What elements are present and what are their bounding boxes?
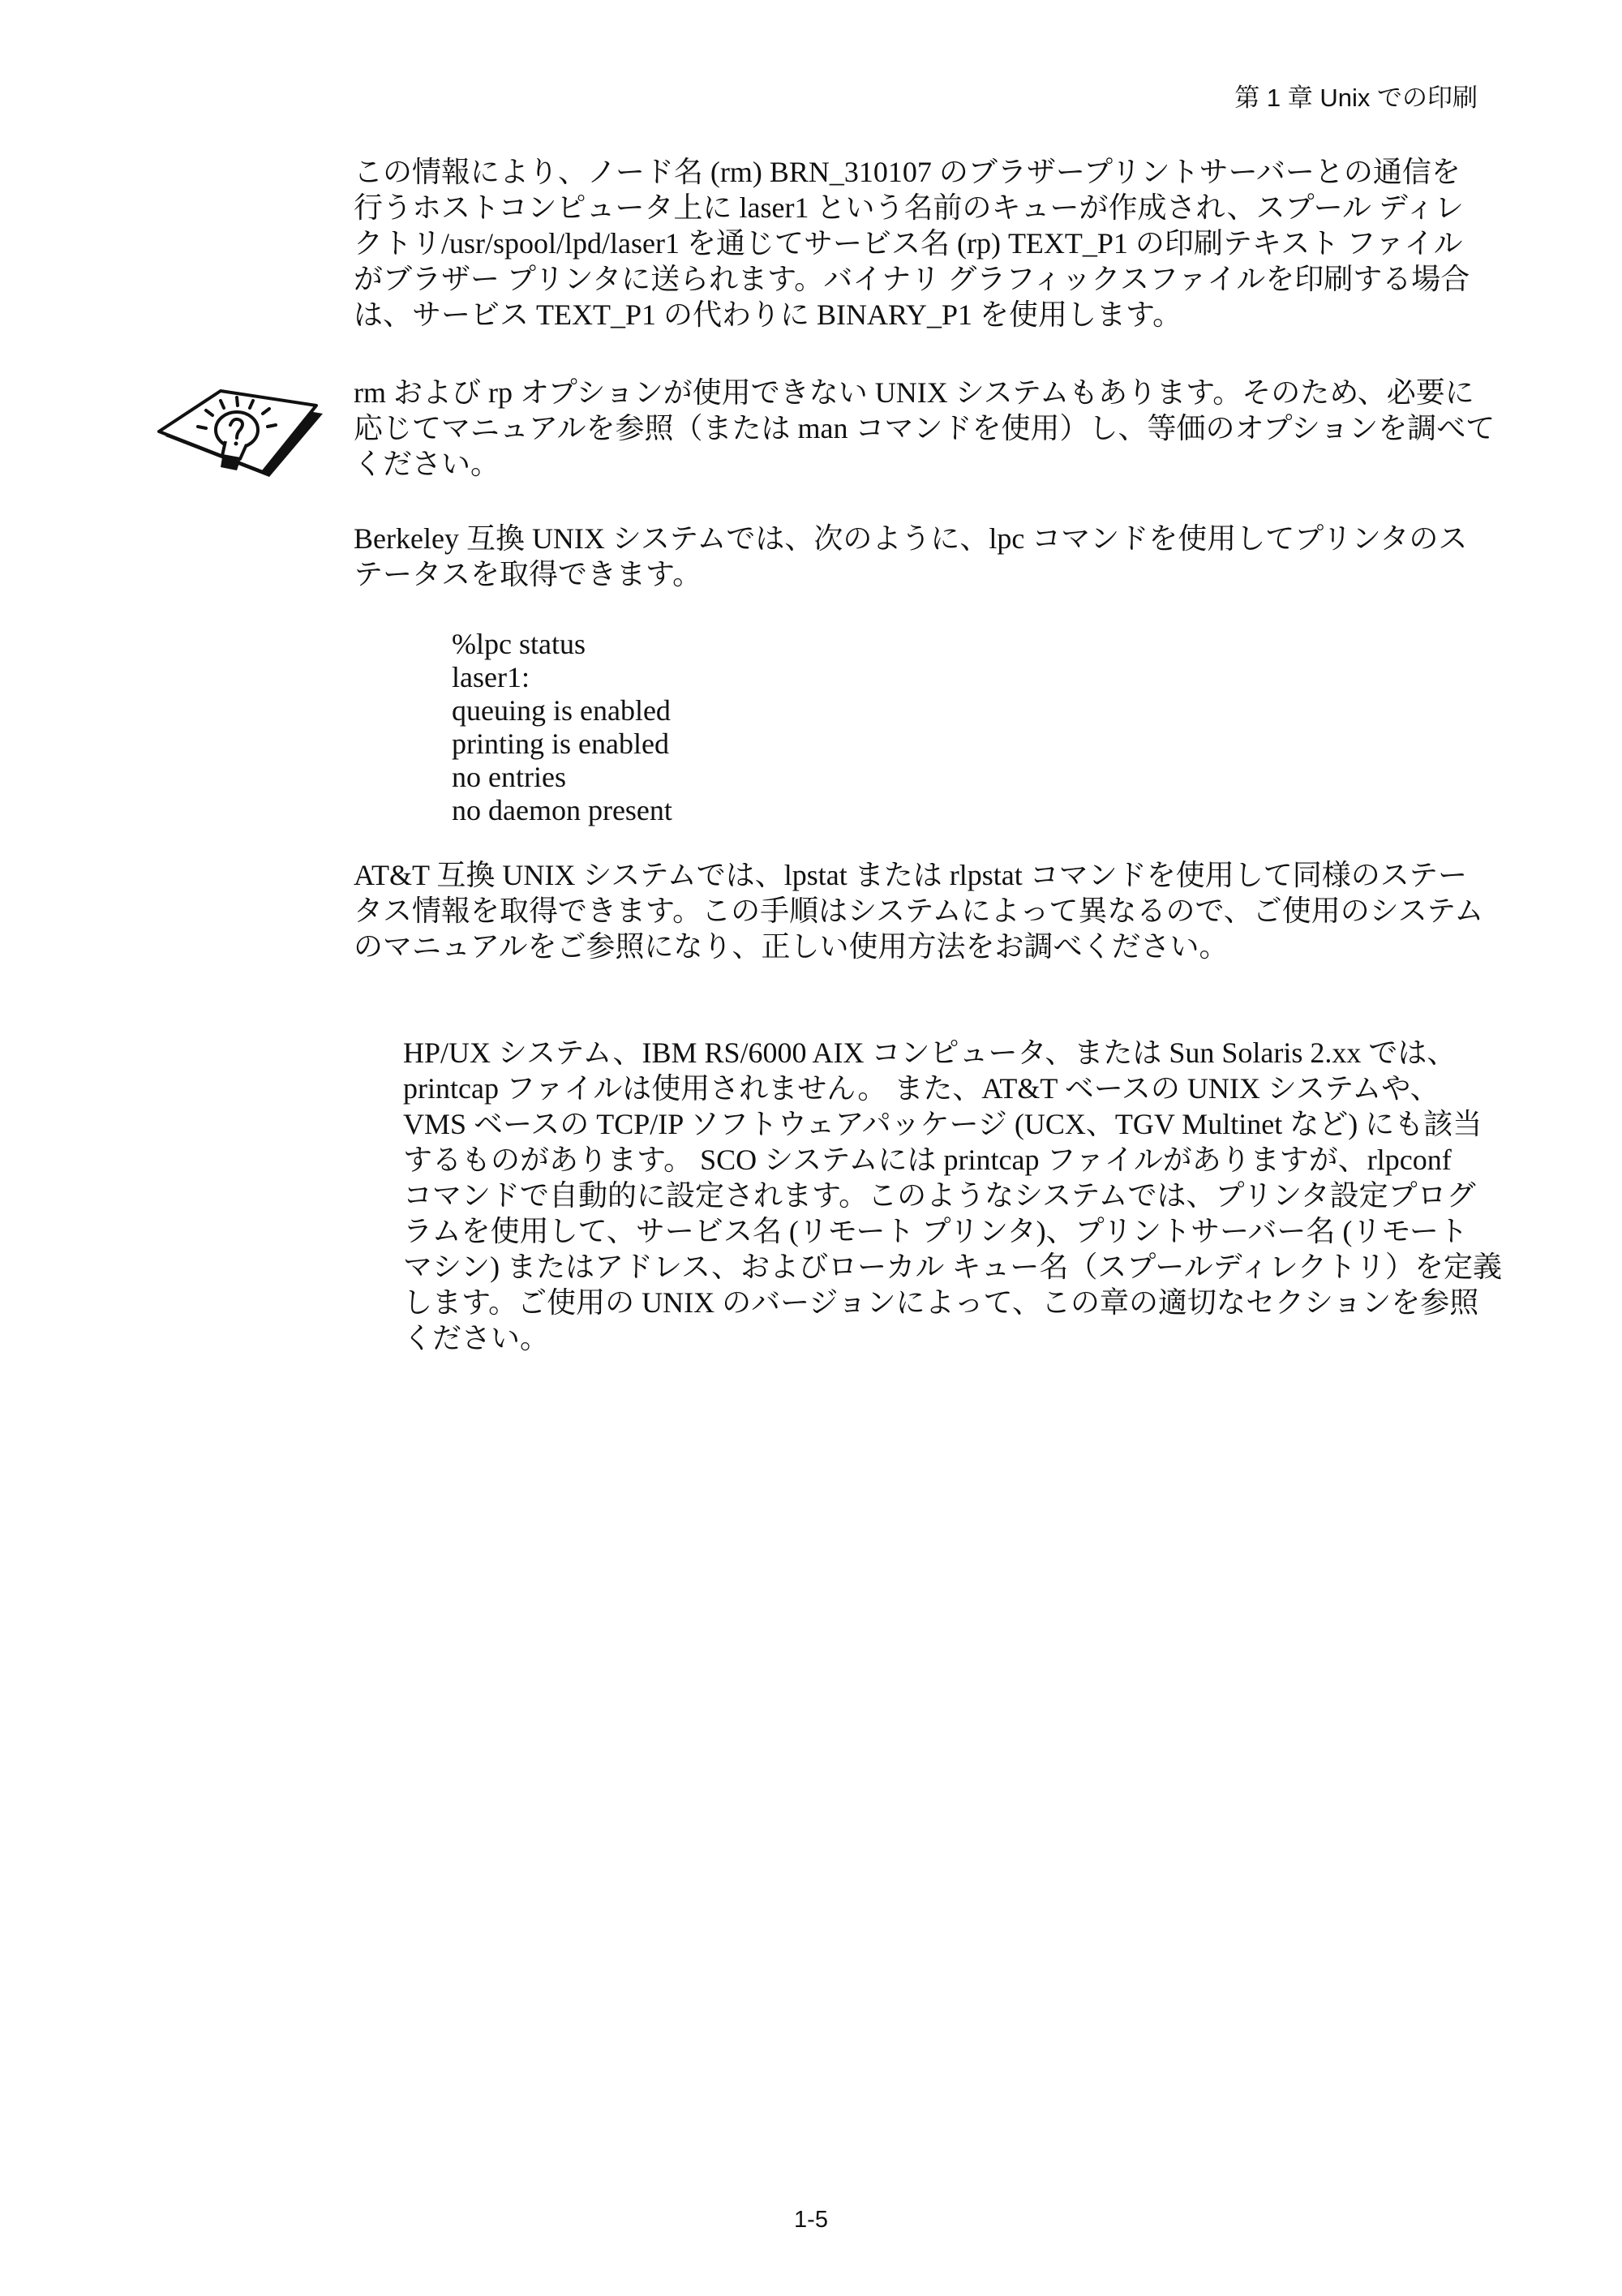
paragraph-tip-note xyxy=(354,375,1495,482)
code-line: %lpc status xyxy=(452,628,586,660)
text-line: します。ご使用の UNIX のバージョンによって、この章の適切なセクションを参照 xyxy=(403,1286,1479,1319)
text-line: HP/UX システム、IBM RS/6000 AIX コンピュータ、または Sun Solaris 2.xx では、 xyxy=(403,1036,1457,1069)
code-line: no daemon present xyxy=(452,794,672,826)
text-line: 応じてマニュアルを参照（または man コマンドを使用）し、等価のオプションを調べて xyxy=(354,412,1495,444)
chapter-header: 第 1 章 Unix での印刷 xyxy=(1234,84,1478,112)
text-line: のマニュアルをご参照になり、正しい使用方法をお調べください。 xyxy=(354,930,1229,963)
paragraph-queue-info xyxy=(354,154,1470,333)
text-line: するものがあります。 SCO システムには printcap ファイルがありますが、rlpconf xyxy=(403,1144,1452,1176)
paragraph-berkeley xyxy=(354,521,1467,592)
text-line: rm および rp オプションが使用できない UNIX システムもあります。そのため、必要に xyxy=(354,376,1474,409)
text-line: この情報により、ノード名 (rm) BRN_310107 のブラザープリントサーバーとの通信を xyxy=(354,156,1461,188)
lightbulb-tip-icon xyxy=(156,388,330,505)
text-line: テータスを取得できます。 xyxy=(354,558,702,590)
text-line: ラムを使用して、サービス名 (リモート プリンタ)、プリントサーバー名 (リモート xyxy=(403,1215,1468,1247)
text-line: タス情報を取得できます。この手順はシステムによって異なるので、ご使用のシステム xyxy=(354,895,1484,927)
lpc-status-output xyxy=(452,628,672,827)
page-number: 1-5 xyxy=(794,2207,828,2233)
text-line: ください。 xyxy=(354,448,500,480)
text-line: クトリ/usr/spool/lpd/laser1 を通じてサービス名 (rp) TEXT_P1 の印刷テキスト ファイル xyxy=(354,227,1463,260)
text-line: は、サービス TEXT_P1 の代わりに BINARY_P1 を使用します。 xyxy=(354,298,1182,331)
text-line: VMS ベースの TCP/IP ソフトウェアパッケージ (UCX、TGV Multinet など) にも該当 xyxy=(403,1108,1483,1140)
paragraph-other-systems xyxy=(403,1035,1502,1356)
text-line: がブラザー プリンタに送られます。バイナリ グラフィックスファイルを印刷する場合 xyxy=(354,263,1470,295)
text-line: マシン) またはアドレス、およびローカル キュー名（スプールディレクトリ）を定義 xyxy=(403,1251,1502,1283)
text-line: ください。 xyxy=(403,1322,550,1354)
code-line: queuing is enabled xyxy=(452,694,671,727)
text-line: Berkeley 互換 UNIX システムでは、次のように、lpc コマンドを使用してプリンタのス xyxy=(354,522,1468,555)
text-line: AT&T 互換 UNIX システムでは、lpstat または rlpstat コマンドを使用して同様のステー xyxy=(354,859,1467,891)
code-line: printing is enabled xyxy=(452,727,669,760)
text-line: 行うホストコンピュータ上に laser1 という名前のキューが作成され、スプール ディレ xyxy=(354,191,1464,224)
text-line: コマンドで自動的に設定されます。このようなシステムでは、プリンタ設定プログ xyxy=(403,1179,1476,1212)
paragraph-att xyxy=(354,857,1483,964)
code-line: no entries xyxy=(452,761,566,793)
text-line: printcap ファイルは使用されません。 また、AT&T ベースの UNIX システムや、 xyxy=(403,1072,1440,1105)
code-line: laser1: xyxy=(452,661,530,693)
